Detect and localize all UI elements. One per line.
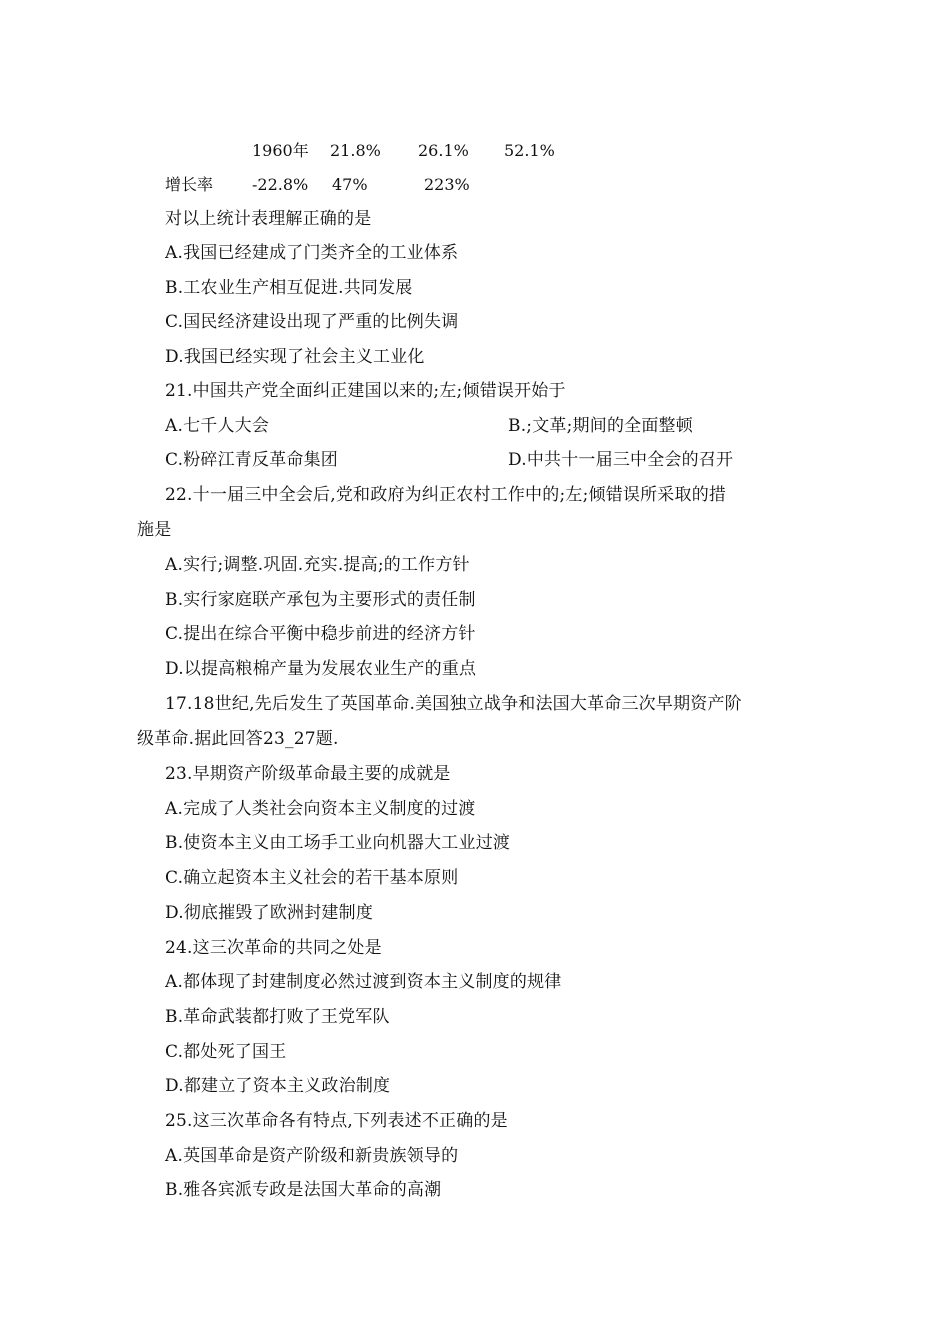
q23-option-d: D.彻底摧毁了欧洲封建制度 — [165, 903, 374, 923]
table-row-growth-label: 增长率 — [165, 175, 214, 194]
question-25-stem: 25.这三次革命各有特点,下列表述不正确的是 — [165, 1111, 508, 1131]
q23-option-b: B.使资本主义由工场手工业向机器大工业过渡 — [165, 833, 511, 853]
question-stem: 对以上统计表理解正确的是 — [165, 209, 372, 229]
question-22-stem-line2: 施是 — [137, 520, 172, 540]
table-cell: 21.8% — [330, 141, 381, 160]
q24-option-c: C.都处死了国王 — [165, 1042, 287, 1062]
table-row-1960-label: 1960年 — [252, 141, 309, 160]
q22-option-b: B.实行家庭联产承包为主要形式的责任制 — [165, 590, 476, 610]
q21-option-c: C.粉碎江青反革命集团 — [165, 450, 339, 470]
q21-option-b: B.;文革;期间的全面整顿 — [508, 416, 693, 436]
section-intro-line2: 级革命.据此回答23_27题. — [137, 729, 339, 749]
q21-option-d: D.中共十一届三中全会的召开 — [508, 450, 734, 470]
q24-option-a: A.都体现了封建制度必然过渡到资本主义制度的规律 — [165, 972, 562, 992]
q21-option-a: A.七千人大会 — [165, 416, 270, 436]
section-intro-line1: 17.18世纪,先后发生了英国革命.美国独立战争和法国大革命三次早期资产阶 — [165, 694, 742, 714]
table-cell: 26.1% — [418, 141, 469, 160]
q24-option-d: D.都建立了资本主义政治制度 — [165, 1076, 391, 1096]
q22-option-d: D.以提高粮棉产量为发展农业生产的重点 — [165, 659, 477, 679]
table-cell: 47% — [332, 175, 368, 194]
question-22-stem-line1: 22.十一届三中全会后,党和政府为纠正农村工作中的;左;倾错误所采取的措 — [165, 485, 727, 505]
q23-option-c: C.确立起资本主义社会的若干基本原则 — [165, 868, 459, 888]
table-cell: 223% — [424, 175, 470, 194]
q23-option-a: A.完成了人类社会向资本主义制度的过渡 — [165, 799, 476, 819]
option-b: B.工农业生产相互促进.共同发展 — [165, 278, 413, 298]
question-23-stem: 23.早期资产阶级革命最主要的成就是 — [165, 764, 451, 784]
question-21-stem: 21.中国共产党全面纠正建国以来的;左;倾错误开始于 — [165, 381, 566, 401]
q24-option-b: B.革命武装都打败了王党军队 — [165, 1007, 390, 1027]
table-cell: 52.1% — [504, 141, 555, 160]
question-24-stem: 24.这三次革命的共同之处是 — [165, 938, 382, 958]
option-c: C.国民经济建设出现了严重的比例失调 — [165, 312, 459, 332]
q25-option-a: A.英国革命是资产阶级和新贵族领导的 — [165, 1146, 459, 1166]
option-a: A.我国已经建成了门类齐全的工业体系 — [165, 243, 459, 263]
q22-option-a: A.实行;调整.巩固.充实.提高;的工作方针 — [165, 555, 470, 575]
table-cell: -22.8% — [252, 175, 309, 194]
q25-option-b: B.雅各宾派专政是法国大革命的高潮 — [165, 1180, 442, 1200]
option-d: D.我国已经实现了社会主义工业化 — [165, 347, 425, 367]
q22-option-c: C.提出在综合平衡中稳步前进的经济方针 — [165, 624, 476, 644]
